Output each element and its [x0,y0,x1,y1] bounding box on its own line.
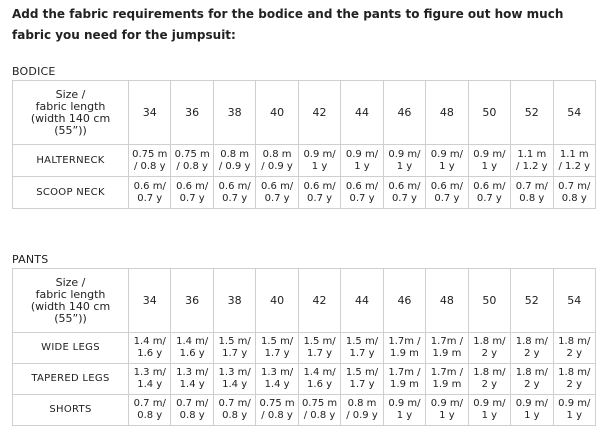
size-header: 38 [213,269,255,333]
fabric-value: 1.5 m/ 1.7 y [298,333,340,364]
size-header: 48 [426,81,468,145]
fabric-value: 1.3 m/ 1.4 y [129,364,171,395]
size-header: 40 [256,269,298,333]
row-label-wide-legs: WIDE LEGS [13,333,129,364]
fabric-value: 0.6 m/ 0.7 y [383,177,425,209]
fabric-value: 1.8 m/ 2 y [553,333,595,364]
fabric-value: 0.6 m/ 0.7 y [426,177,468,209]
size-header: 34 [129,269,171,333]
fabric-value: 1.4 m/ 1.6 y [171,333,213,364]
fabric-value: 1.8 m/ 2 y [468,333,510,364]
fabric-value: 0.9 m/ 1 y [511,395,553,426]
table-row [13,395,596,426]
fabric-value: 0.75 m / 0.8 y [256,395,298,426]
size-header: 36 [171,81,213,145]
fabric-value: 1.7m / 1.9 m [383,364,425,395]
size-header: 44 [341,81,383,145]
fabric-value: 0.8 m / 0.9 y [256,145,298,177]
size-header: 34 [129,81,171,145]
size-header: 46 [383,269,425,333]
fabric-value: 0.7 m/ 0.8 y [129,395,171,426]
fabric-value: 1.3 m/ 1.4 y [213,364,255,395]
fabric-value: 0.6 m/ 0.7 y [171,177,213,209]
size-header: 50 [468,81,510,145]
size-header: 52 [511,81,553,145]
size-header: 54 [553,269,595,333]
size-header: 36 [171,269,213,333]
table-row [13,364,596,395]
size-header: 42 [298,269,340,333]
fabric-value: 0.6 m/ 0.7 y [298,177,340,209]
pants-header-row [13,269,596,333]
fabric-value: 0.9 m/ 1 y [468,395,510,426]
size-header-label: Size / fabric length (width 140 cm (55”)) [13,81,129,145]
fabric-value: 1.4 m/ 1.6 y [298,364,340,395]
table-row [13,145,596,177]
fabric-value: 0.75 m / 0.8 y [298,395,340,426]
size-header: 40 [256,81,298,145]
fabric-value: 1.8 m/ 2 y [553,364,595,395]
bodice-title: BODICE [12,65,56,78]
row-label-scoop-neck: SCOOP NECK [13,177,129,209]
fabric-value: 0.6 m/ 0.7 y [129,177,171,209]
fabric-value: 0.6 m/ 0.7 y [256,177,298,209]
fabric-value: 0.9 m/ 1 y [553,395,595,426]
fabric-value: 0.9 m/ 1 y [468,145,510,177]
bodice-table [12,80,596,209]
size-header: 38 [213,81,255,145]
fabric-value: 1.5 m/ 1.7 y [213,333,255,364]
fabric-value: 0.6 m/ 0.7 y [341,177,383,209]
fabric-value: 1.3 m/ 1.4 y [171,364,213,395]
bodice-header-row [13,81,596,145]
fabric-value: 0.8 m / 0.9 y [213,145,255,177]
fabric-value: 0.9 m/ 1 y [426,145,468,177]
size-header-label: Size / fabric length (width 140 cm (55”)) [13,269,129,333]
fabric-value: 1.8 m/ 2 y [511,364,553,395]
fabric-value: 0.6 m/ 0.7 y [213,177,255,209]
fabric-value: 0.7 m/ 0.8 y [171,395,213,426]
fabric-value: 0.7 m/ 0.8 y [511,177,553,209]
fabric-value: 0.9 m/ 1 y [383,145,425,177]
fabric-value: 1.7m / 1.9 m [426,364,468,395]
fabric-value: 0.7 m/ 0.8 y [213,395,255,426]
fabric-value: 0.9 m/ 1 y [298,145,340,177]
fabric-value: 1.7m / 1.9 m [426,333,468,364]
size-header: 48 [426,269,468,333]
fabric-value: 1.5 m/ 1.7 y [341,333,383,364]
table-row [13,333,596,364]
size-header: 46 [383,81,425,145]
fabric-value: 0.6 m/ 0.7 y [468,177,510,209]
size-header: 50 [468,269,510,333]
fabric-value: 1.4 m/ 1.6 y [129,333,171,364]
size-header: 54 [553,81,595,145]
fabric-value: 0.75 m / 0.8 y [129,145,171,177]
table-row [13,177,596,209]
fabric-value: 1.8 m/ 2 y [468,364,510,395]
row-label-halterneck: HALTERNECK [13,145,129,177]
fabric-value: 0.9 m/ 1 y [383,395,425,426]
fabric-value: 0.75 m / 0.8 y [171,145,213,177]
size-header: 52 [511,269,553,333]
fabric-value: 0.7 m/ 0.8 y [553,177,595,209]
fabric-value: 1.1 m / 1.2 y [553,145,595,177]
row-label-tapered-legs: TAPERED LEGS [13,364,129,395]
pants-title: PANTS [12,253,49,266]
fabric-value: 1.1 m / 1.2 y [511,145,553,177]
fabric-value: 0.8 m / 0.9 y [341,395,383,426]
intro-text: Add the fabric requirements for the bodice and the pants to figure out how much fabric you need for the jumpsuit: [12,7,564,42]
fabric-value: 1.7m / 1.9 m [383,333,425,364]
fabric-value: 1.5 m/ 1.7 y [256,333,298,364]
fabric-value: 0.9 m/ 1 y [341,145,383,177]
fabric-value: 1.5 m/ 1.7 y [341,364,383,395]
fabric-value: 1.3 m/ 1.4 y [256,364,298,395]
fabric-value: 1.8 m/ 2 y [511,333,553,364]
pants-table [12,268,596,426]
size-header: 44 [341,269,383,333]
size-header: 42 [298,81,340,145]
fabric-value: 0.9 m/ 1 y [426,395,468,426]
row-label-shorts: SHORTS [13,395,129,426]
